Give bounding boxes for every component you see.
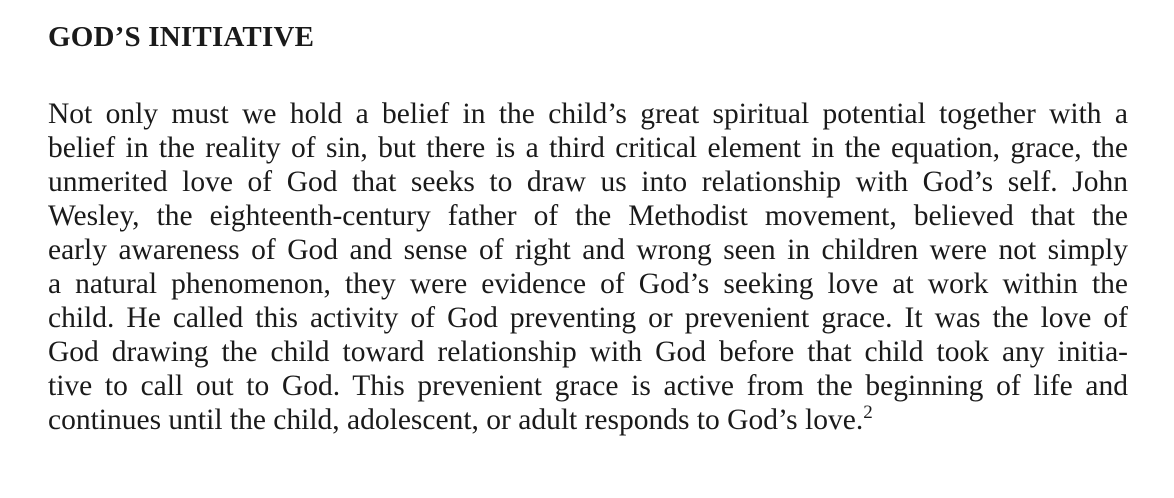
paragraph-line: God drawing the child toward relationship with God before that child took any initia- xyxy=(48,336,1128,368)
paragraph-line: tive to call out to God. This prevenient grace is active from the beginning of life and xyxy=(48,370,1128,402)
paragraph-line: unmerited love of God that seeks to draw us into relationship with God’s self. John xyxy=(48,166,1128,198)
paragraph-line: a natural phenomenon, they were evidence of God’s seeking love at work within the xyxy=(48,268,1128,300)
footnote-marker[interactable]: 2 xyxy=(863,402,873,424)
paragraph-line-last xyxy=(48,403,1128,437)
body-paragraph xyxy=(48,97,1128,437)
section-heading: GOD’S INITIATIVE xyxy=(48,21,315,53)
paragraph-line: belief in the reality of sin, but there is a third critical element in the equation, grace, the xyxy=(48,132,1128,164)
paragraph-line: early awareness of God and sense of right and wrong seen in children were not simply xyxy=(48,234,1128,266)
paragraph-line: Wesley, the eighteenth-century father of the Methodist movement, believed that the xyxy=(48,200,1128,232)
paragraph-line: child. He called this activity of God preventing or prevenient grace. It was the love of xyxy=(48,302,1128,334)
paragraph-line-text: continues until the child, adolescent, or adult responds to God’s love. xyxy=(48,404,864,436)
paragraph-line: Not only must we hold a belief in the child’s great spiritual potential together with a xyxy=(48,98,1128,130)
